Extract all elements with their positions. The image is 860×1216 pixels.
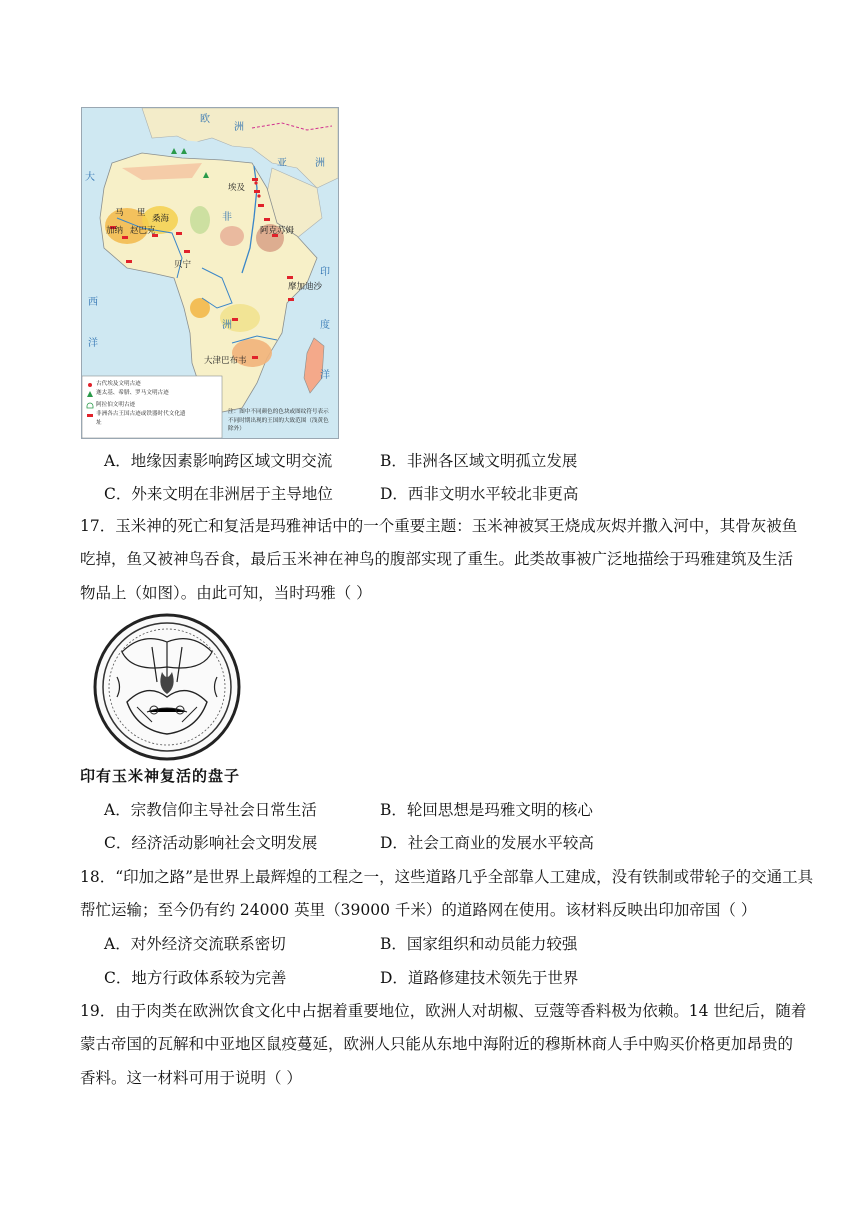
- q17-stem-line-1: 17．玉米神的死亡和复活是玛雅神话中的一个重要主题：玉米神被冥王烧成灰烬并撒入河中，其骨灰被鱼: [80, 517, 798, 535]
- africa-civilization-map: [81, 107, 339, 439]
- place-aksum: 阿克苏姆: [260, 226, 295, 236]
- q17-option-d[interactable]: D．社会工商业的发展水平较高: [380, 834, 594, 852]
- place-songhai: 桑海: [152, 214, 170, 224]
- legend-item-egypt: 古代埃及文明古迹: [96, 381, 141, 387]
- q17-stem-line-3: 物品上（如图）。由此可知，当时玛雅（ ）: [80, 584, 372, 602]
- ocean-label-indian-2: 度: [320, 320, 330, 331]
- place-mali-2: 里: [137, 208, 146, 218]
- ocean-label-atlantic-1: 大: [85, 172, 95, 183]
- q16-option-b[interactable]: B．非洲各区域文明孤立发展: [380, 452, 578, 470]
- place-benin: 贝宁: [174, 260, 192, 270]
- place-egypt: 埃及: [228, 183, 246, 193]
- place-mali-1: 马: [115, 208, 124, 218]
- legend-item-carthage: 迦太基、希腊、罗马文明古迹: [96, 390, 169, 396]
- q16-option-d[interactable]: D．西非文明水平较北非更高: [380, 485, 579, 503]
- q17-option-b[interactable]: B．轮回思想是玛雅文明的核心: [380, 801, 593, 819]
- ocean-label-atlantic-2: 西: [88, 297, 98, 308]
- place-ghana: 加纳: [106, 226, 124, 236]
- continent-label-1: 非: [222, 212, 232, 223]
- ocean-label-atlantic-3: 洋: [88, 338, 98, 349]
- ocean-label-indian-3: 洋: [320, 370, 330, 381]
- q17-option-c[interactable]: C．经济活动影响社会文明发展: [104, 834, 318, 852]
- q18-stem-line-1: 18．“印加之路”是世界上最辉煌的工程之一，这些道路几乎全部靠人工建成，没有铁制或带轮子的交通工具: [80, 868, 814, 886]
- q19-stem-line-2: 蒙古帝国的瓦解和中亚地区鼠疫蔓延，欧洲人只能从东地中海附近的穆斯林商人手中购买价格更加昂贵的: [80, 1035, 794, 1053]
- q16-option-a[interactable]: A．地缘因素影响跨区域文明交流: [104, 452, 333, 470]
- ocean-label-asia-1: 亚: [277, 158, 287, 169]
- q18-option-b[interactable]: B．国家组织和动员能力较强: [380, 935, 578, 953]
- q18-option-a[interactable]: A．对外经济交流联系密切: [104, 935, 286, 953]
- q18-option-d[interactable]: D．道路修建技术领先于世界: [380, 969, 579, 987]
- map-note: 注：图中不同颜色的色块或图纹符号表示不同时期出现的王国的大致范围（浅黄色除外）: [228, 409, 329, 433]
- q16-option-c[interactable]: C．外来文明在非洲居于主导地位: [104, 485, 333, 503]
- continent-label-2: 洲: [222, 320, 232, 331]
- legend-item-african-kingdoms: 非洲各古王国古迹或铁器时代文化遗址: [96, 411, 186, 426]
- q19-stem-line-3: 香料。这一材料可用于说明（ ）: [80, 1069, 302, 1087]
- q17-stem-line-2: 吃掉，鱼又被神鸟吞食，最后玉米神在神鸟的腹部实现了重生。此类故事被广泛地描绘于玛雅建筑及生活: [80, 550, 794, 568]
- legend-item-arab: 阿拉伯文明古迹: [96, 402, 136, 408]
- q19-stem-line-1: 19．由于肉类在欧洲饮食文化中占据着重要地位，欧洲人对胡椒、豆蔻等香料极为依赖。14 世纪后，随着: [80, 1002, 807, 1020]
- q17-option-a[interactable]: A．宗教信仰主导社会日常生活: [104, 801, 317, 819]
- plate-drawing: [92, 612, 242, 762]
- ocean-label-europe-2: 洲: [234, 122, 244, 133]
- place-zhaobake: 赵巴克: [130, 226, 156, 236]
- maize-god-plate-image: [92, 612, 242, 762]
- ocean-label-asia-2: 洲: [315, 158, 325, 169]
- place-mogadishu: 摩加迪沙: [288, 282, 323, 292]
- plate-caption: 印有玉米神复活的盘子: [80, 767, 241, 785]
- place-great-zimbabwe: 大津巴布韦: [204, 356, 247, 366]
- q18-option-c[interactable]: C．地方行政体系较为完善: [104, 969, 287, 987]
- ocean-label-indian-1: 印: [320, 267, 330, 278]
- q18-stem-line-2: 帮忙运输；至今仍有约 24000 英里（39000 千米）的道路网在使用。该材料反映出印加帝国（ ）: [80, 901, 757, 919]
- ocean-label-europe-1: 欧: [200, 114, 210, 125]
